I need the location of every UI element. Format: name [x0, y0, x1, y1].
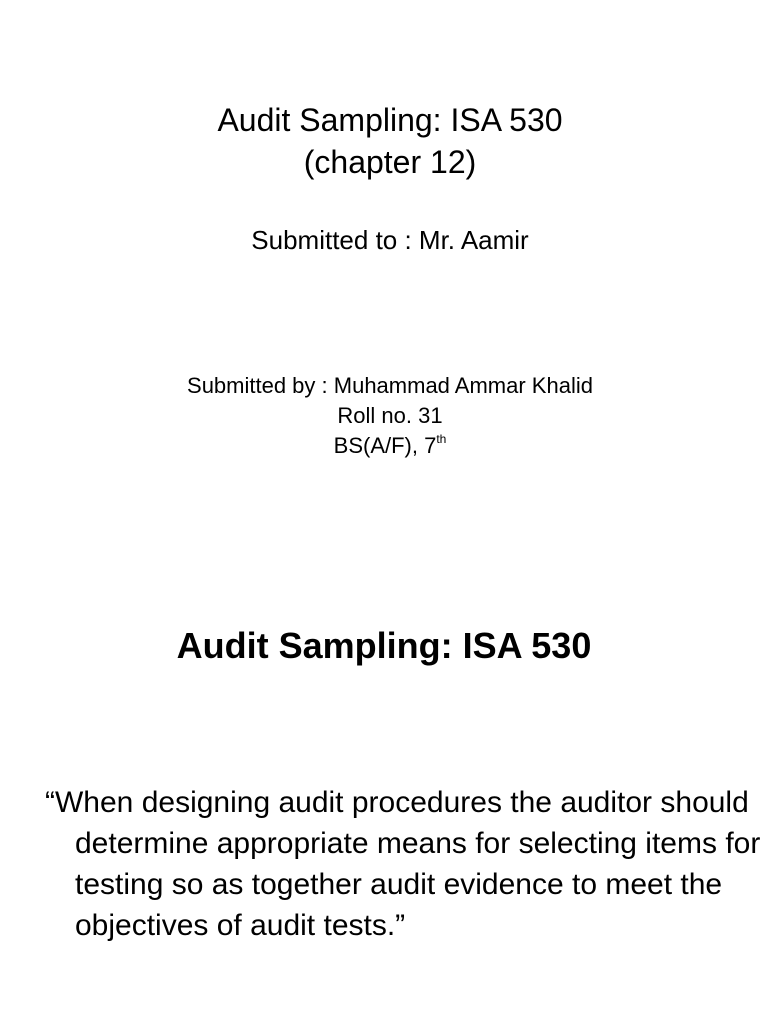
definition-quote: “When designing audit procedures the auditor should determine appropriate means for selecting items for testing so as together audit evidence to meet the objectives of audit tests.”	[45, 786, 761, 942]
submitted-by: Submitted by : Muhammad Ammar Khalid	[187, 373, 593, 398]
slide-title-line-1: Audit Sampling: ISA 530	[217, 102, 563, 138]
program-text: BS(A/F), 7	[333, 433, 437, 458]
submitted-to: Submitted to : Mr. Aamir	[251, 225, 529, 255]
slide-title-line-2: (chapter 12)	[303, 144, 477, 180]
roll-number: Roll no. 31	[337, 403, 443, 428]
definition-slide	[0, 512, 768, 1024]
slide-heading: Audit Sampling: ISA 530	[176, 625, 592, 666]
program-superscript: th	[436, 432, 447, 446]
program-semester	[0, 432, 768, 460]
